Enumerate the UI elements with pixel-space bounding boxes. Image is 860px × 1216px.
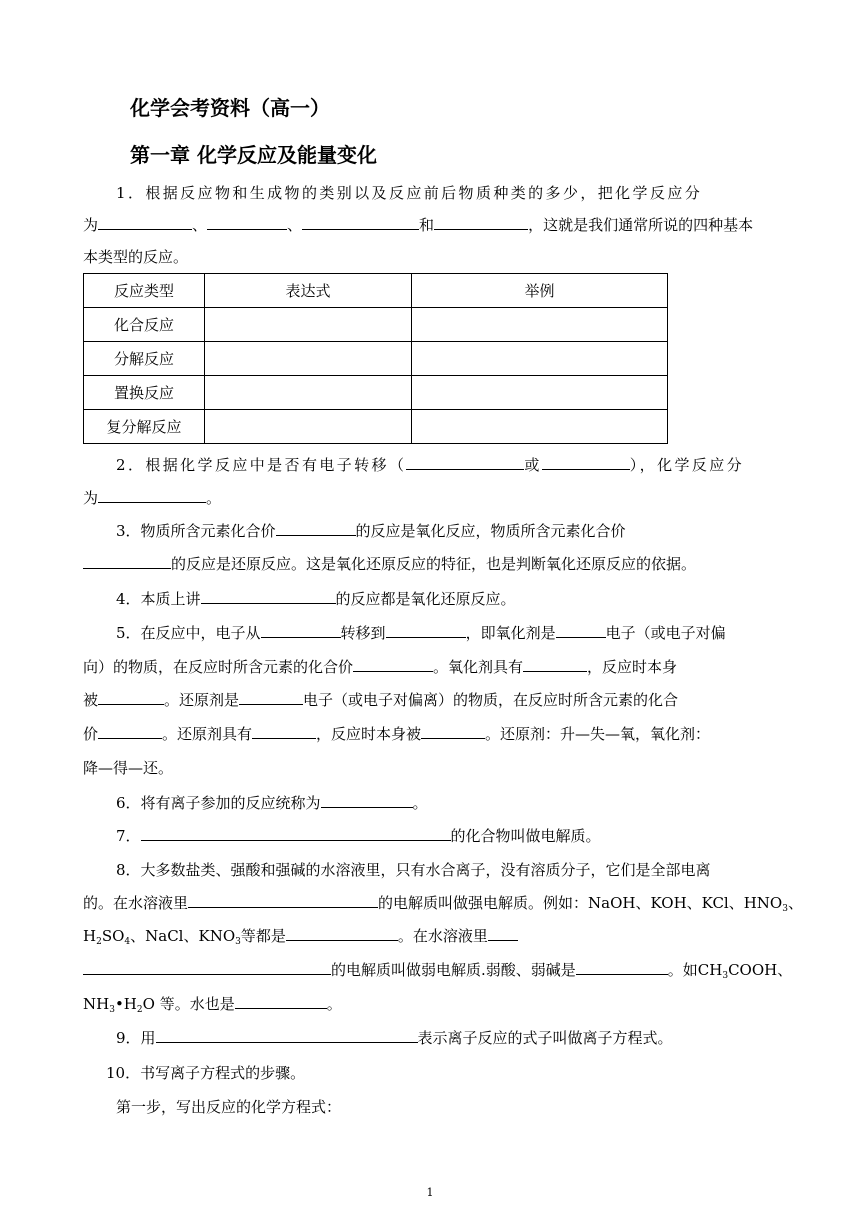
table-header-cell: 举例 bbox=[412, 274, 668, 308]
q1-line3: 本类型的反应。 bbox=[83, 248, 189, 266]
blank[interactable] bbox=[321, 793, 413, 808]
q8-line5: $NH_3•H_2O$ 等。水也是 。 bbox=[83, 995, 342, 1015]
blank[interactable] bbox=[434, 215, 528, 230]
table-cell-example[interactable] bbox=[412, 308, 668, 342]
q1-line1: 1．根据反应物和生成物的类别以及反应前后物质种类的多少，把化学反应分 bbox=[116, 184, 703, 202]
blank[interactable] bbox=[523, 657, 587, 672]
q2-line1: 2．根据化学反应中是否有电子转移（ 或 ），化学反应分 bbox=[116, 456, 745, 474]
q8-line4: 的电解质叫做弱电解质.弱酸、弱碱是 。如$CH_3COOH$、 bbox=[83, 960, 792, 986]
blank[interactable] bbox=[98, 690, 164, 705]
table-cell-expression[interactable] bbox=[205, 410, 412, 444]
blank[interactable] bbox=[239, 690, 303, 705]
table-cell-example[interactable] bbox=[412, 376, 668, 410]
q8-line1: 8．大多数盐类、强酸和强碱的水溶液里，只有水合离子，没有溶质分子，它们是全部电离 bbox=[116, 861, 711, 879]
blank[interactable] bbox=[421, 724, 485, 739]
blank[interactable] bbox=[302, 215, 419, 230]
blank[interactable] bbox=[386, 623, 466, 638]
table-row bbox=[84, 342, 668, 376]
reaction-types-table bbox=[83, 273, 668, 444]
q5-line1: 5．在反应中，电子从 转移到 ，即氧化剂是 电子（或电子对偏 bbox=[116, 624, 726, 642]
q2-line2: 为 。 bbox=[83, 489, 222, 507]
table-cell-type: 复分解反应 bbox=[84, 410, 205, 444]
blank[interactable] bbox=[576, 960, 668, 975]
table-cell-type: 化合反应 bbox=[84, 308, 205, 342]
table-cell-expression[interactable] bbox=[205, 308, 412, 342]
table-header-cell: 反应类型 bbox=[84, 274, 205, 308]
blank[interactable] bbox=[556, 623, 606, 638]
table-header-cell: 表达式 bbox=[205, 274, 412, 308]
blank[interactable] bbox=[188, 893, 378, 908]
table-row bbox=[84, 410, 668, 444]
table-cell-example[interactable] bbox=[412, 410, 668, 444]
q4-line: 4．本质上讲 的反应都是氧化还原反应。 bbox=[116, 590, 516, 608]
blank[interactable] bbox=[488, 926, 518, 941]
table-cell-expression[interactable] bbox=[205, 376, 412, 410]
q1-line2: 为 、 、 和 ，这就是我们通常所说的四种基本 bbox=[83, 216, 754, 234]
blank[interactable] bbox=[353, 657, 433, 672]
page-number: 1 bbox=[426, 1186, 434, 1199]
q8-line2: 的。在水溶液里 的电解质叫做强电解质。例如：NaOH、KOH、KCl、$HNO_3$、 bbox=[83, 894, 803, 914]
blank[interactable] bbox=[252, 724, 316, 739]
q3-line1: 3．物质所含元素化合价 的反应是氧化反应，物质所含元素化合价 bbox=[116, 522, 626, 540]
blank[interactable] bbox=[98, 215, 192, 230]
blank[interactable] bbox=[98, 724, 162, 739]
blank[interactable] bbox=[235, 994, 327, 1009]
blank[interactable] bbox=[141, 826, 451, 841]
blank[interactable] bbox=[261, 623, 341, 638]
blank[interactable] bbox=[83, 960, 331, 975]
q7-line: 7． 的化合物叫做电解质。 bbox=[116, 827, 601, 845]
table-cell-type: 分解反应 bbox=[84, 342, 205, 376]
q5-line4: 价 。还原剂具有 ，反应时本身被 。还原剂：升—失—氧，氧化剂： bbox=[83, 725, 711, 743]
q8-line3: $H_2SO_4$、NaCl、$KNO_3$等都是 。在水溶液里 bbox=[83, 926, 518, 952]
q5-line5: 降—得—还。 bbox=[83, 759, 174, 777]
chapter-title: 第一章 化学反应及能量变化 bbox=[130, 143, 377, 167]
q5-line2: 向）的物质，在反应时所含元素的化合价 。氧化剂具有 ，反应时本身 bbox=[83, 658, 678, 676]
q3-line2: 的反应是还原反应。这是氧化还原反应的特征，也是判断氧化还原反应的依据。 bbox=[83, 554, 696, 574]
table-cell-example[interactable] bbox=[412, 342, 668, 376]
blank[interactable] bbox=[542, 455, 630, 470]
table-row bbox=[84, 376, 668, 410]
step1-line: 第一步，写出反应的化学方程式： bbox=[116, 1098, 342, 1116]
blank[interactable] bbox=[406, 455, 524, 470]
blank[interactable] bbox=[156, 1028, 418, 1043]
blank[interactable] bbox=[276, 521, 356, 536]
q10-line: 10．书写离子方程式的步骤。 bbox=[106, 1064, 306, 1082]
q9-line: 9．用 表示离子反应的式子叫做离子方程式。 bbox=[116, 1029, 673, 1047]
document-title: 化学会考资料（高一） bbox=[130, 96, 330, 120]
table-header-row bbox=[84, 274, 668, 308]
blank[interactable] bbox=[201, 589, 336, 604]
blank[interactable] bbox=[207, 215, 287, 230]
blank[interactable] bbox=[286, 926, 398, 941]
q5-line3: 被 。还原剂是 电子（或电子对偏离）的物质，在反应时所含元素的化合 bbox=[83, 691, 679, 709]
blank[interactable] bbox=[83, 554, 171, 569]
table-row bbox=[84, 308, 668, 342]
blank[interactable] bbox=[98, 488, 206, 503]
table-cell-type: 置换反应 bbox=[84, 376, 205, 410]
table-cell-expression[interactable] bbox=[205, 342, 412, 376]
q6-line: 6．将有离子参加的反应统称为 。 bbox=[116, 794, 428, 812]
